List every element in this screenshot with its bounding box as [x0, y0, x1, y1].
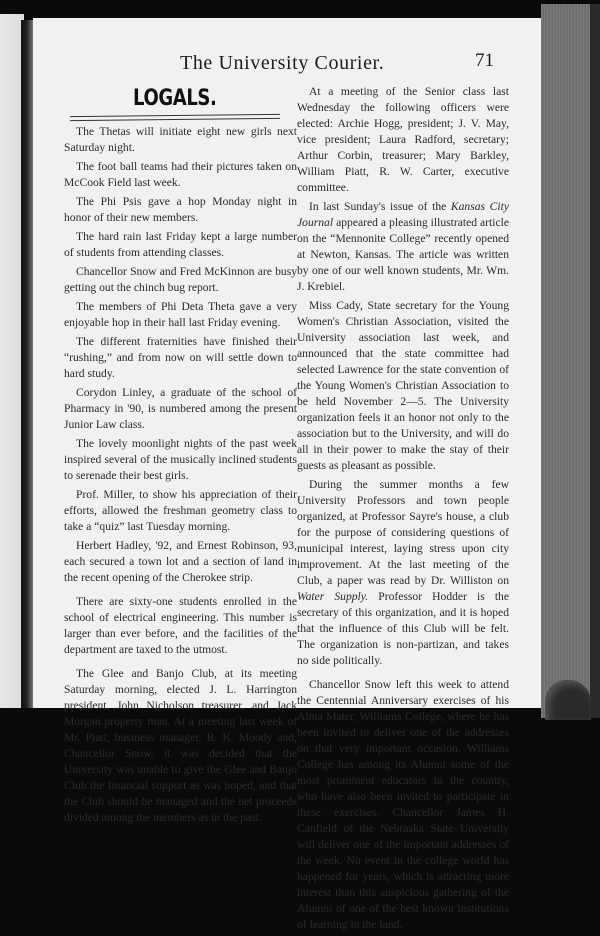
right-column: [297, 84, 509, 936]
paragraph: The different fraternities have finished their “rushing,” and from now on will settle down to hard study.: [64, 335, 297, 380]
paragraph: The lovely moonlight nights of the past week inspired several of the musically inclined students to serenade their best girls.: [64, 437, 297, 482]
paragraph: The foot ball teams had their pictures taken on McCook Field last week.: [64, 160, 297, 189]
paragraph: The Phi Psis gave a hop Monday night in honor of their new members.: [64, 195, 297, 224]
paragraph: The Glee and Banjo Club, at its meeting Saturday morning, elected J. L. Harrington president, John Nicholson treasurer, and Jack Morgan property man. At a meeting last week of Mr. Piatt, business manager, R. K. Moody and, Chancellor Snow, it was decided that the University was unable to give the Glee and Banjo Club the financial support as was hoped, and that the Club should be managed and the net proceeds divided among the members as in the past.: [64, 667, 297, 824]
paragraph: Chancellor Snow and Fred McKinnon are busy getting out the chinch bug report.: [64, 265, 297, 294]
section-title: LOGALS.: [133, 86, 217, 111]
paragraph: The Thetas will initiate eight new girls next Saturday night.: [64, 125, 297, 154]
text: appeared a pleasing illustrated article on the “Mennonite College” recently opened at Newton, Kansas. The article was written by one of our well known students, Mr. Wm. J. Krebiel.: [297, 216, 509, 293]
paragraph-williams-college: Chancellor Snow left this week to attend the Centennial Anniversary exercises of his Alma Mater, Williams College, where he has been invited to deliver one of the addresses on that very important occasion. Williams College has among its Alumni some of the most prominent educators in the country, who have also been invited to participate in these exercises. Chancellor James H. Canfield of the Nebraska State University will deliver one of the important addresses of the week. No event in the college world has happened for years, which is attracting more interest than this auspicious gathering of the Alumni of one of the best known institutions of learning in the land.: [297, 678, 509, 931]
paragraph: Prof. Miller, to show his appreciation of their efforts, allowed the freshman geometry class to take a “quiz” last Tuesday morning.: [64, 488, 297, 533]
page-number: 71: [475, 50, 494, 71]
running-header: The University Courier.: [180, 52, 385, 74]
page-block-edges: [541, 4, 600, 718]
paragraph: Corydon Linley, a graduate of the school of Pharmacy in '90, is numbered among the present Junior Law class.: [64, 386, 297, 431]
text: Professor Hodder is the secretary of this organization, and it is hoped that the influence of this Club will be felt. The organization is non-partizan, and takes no side politically.: [297, 590, 509, 667]
publication-title: Kansas City Journal: [297, 200, 509, 229]
paragraph-kansas-city-journal: [297, 199, 509, 295]
paper-title: Water Supply.: [297, 590, 369, 603]
thumb-holding-page: [545, 680, 591, 720]
paragraph: There are sixty-one students enrolled in the school of electrical engineering. This number is larger than ever before, and the facilities of the department are taxed to the utmost.: [64, 595, 297, 656]
paragraph-municipal-club: [297, 477, 509, 669]
paragraph: Herbert Hadley, '92, and Ernest Robinson, 93, each secured a town lot and a section of land in the recent opening of the Cherokee strip.: [64, 539, 297, 584]
text: During the summer months a few University Professors and town people organized, at Professor Sayre's house, a club for the purpose of considering questions of municipal interest, laying stress upon city improvement. At the last meeting of the Club, a paper was read by Dr. Williston on: [297, 478, 509, 587]
left-column: [64, 124, 297, 829]
paragraph-ywca: Miss Cady, State secretary for the Young Women's Christian Association, visited the University association last week, and announced that the state committee had selected Lawrence for the state convention of the Young Women's Christian Association to be held November 2—5. The University organization feels it an honor not only to the association but to the University, and will do all in their power to make the stay of their guests as pleasant as possible.: [297, 299, 509, 472]
text: In last Sunday's issue of the: [309, 200, 451, 213]
paragraph: The members of Phi Deta Theta gave a very enjoyable hop in their hall last Friday evening.: [64, 300, 297, 329]
paragraph: The hard rain last Friday kept a large number of students from attending classes.: [64, 230, 297, 259]
paragraph-senior-class: At a meeting of the Senior class last Wednesday the following officers were elected: Archie Hogg, president; J. V. May, vice president; Laura Radford, secretary; Arthur Corbin, treasurer; Mary Barkley, William Piatt, R. W. Carter, executive committee.: [297, 85, 509, 194]
